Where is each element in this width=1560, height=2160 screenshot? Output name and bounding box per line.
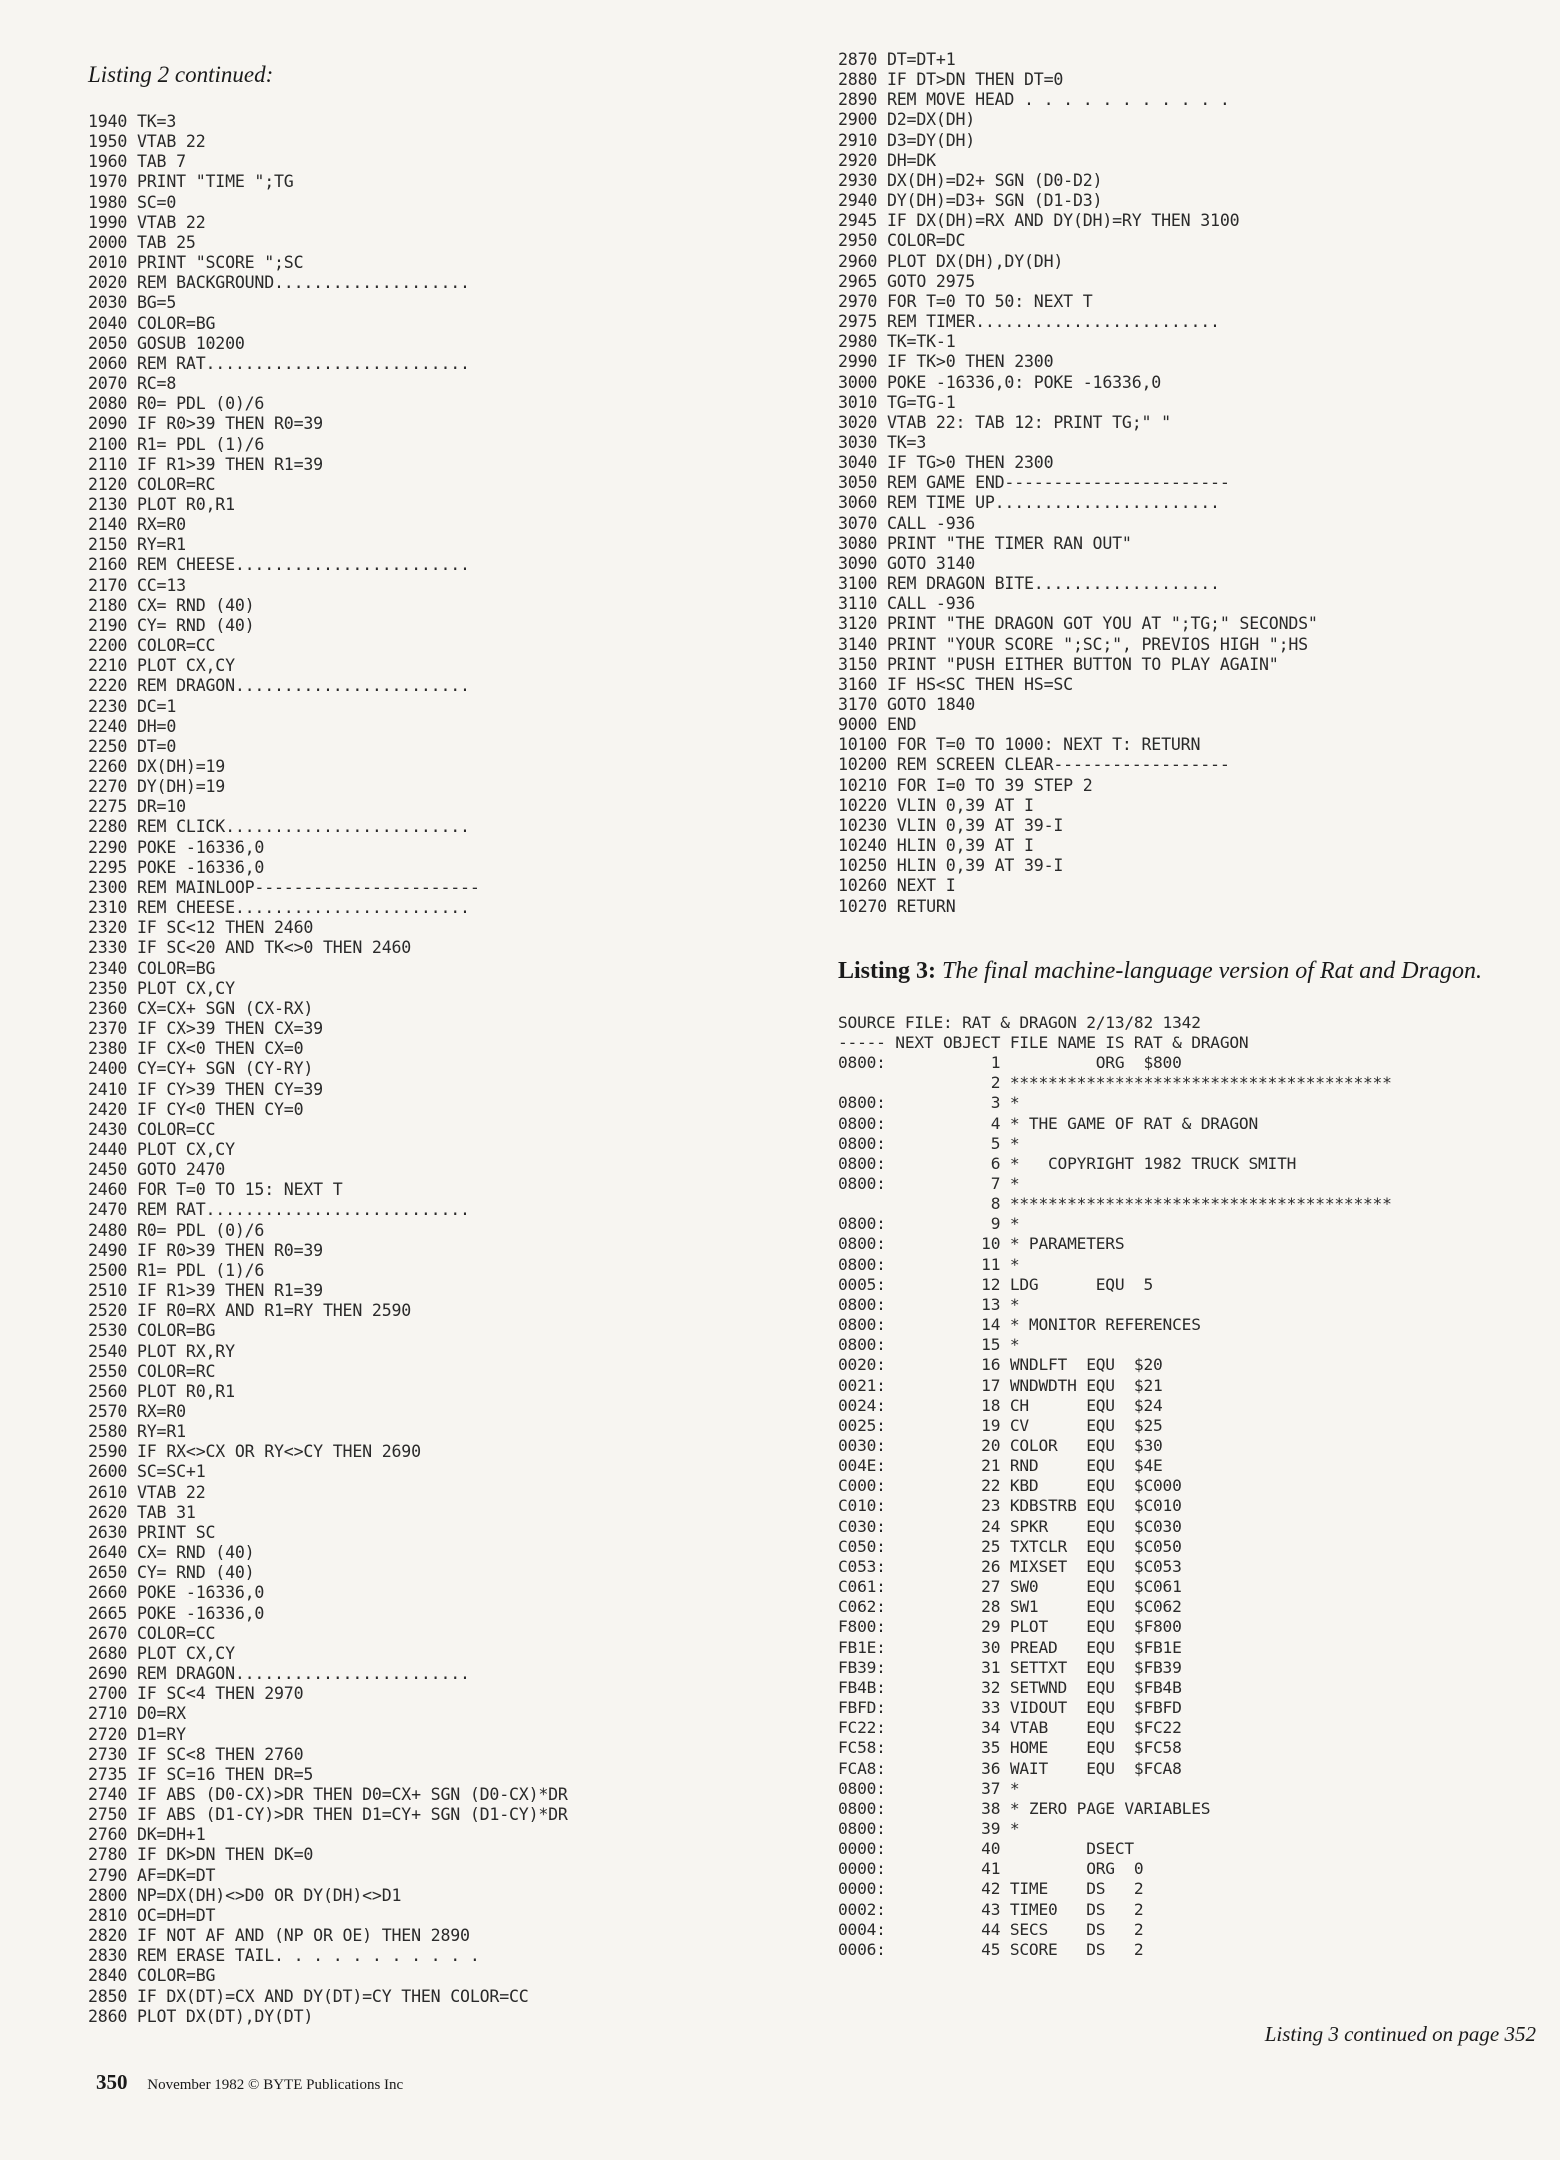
code-line: FB4B: 32 SETWND EQU $FB4B [838, 1677, 1182, 1697]
code-line: FB39: 31 SETTXT EQU $FB39 [838, 1657, 1182, 1677]
code-line: 2945 IF DX(DH)=RX AND DY(DH)=RY THEN 3100 [838, 211, 1240, 231]
code-line: 0800: 10 * PARAMETERS [838, 1234, 1125, 1254]
code-line: 2630 PRINT SC [88, 1522, 216, 1542]
code-line: 2080 R0= PDL (0)/6 [88, 394, 265, 414]
code-line: 2680 PLOT CX,CY [88, 1643, 235, 1663]
code-line: 3000 POKE -16336,0: POKE -16336,0 [838, 372, 1162, 392]
code-line: 2960 PLOT DX(DH),DY(DH) [838, 251, 1064, 271]
code-line: 0000: 40 DSECT [838, 1839, 1134, 1859]
code-line: 2310 REM CHEESE........................ [88, 898, 470, 918]
code-line: FC22: 34 VTAB EQU $FC22 [838, 1718, 1182, 1738]
code-line: 2600 SC=SC+1 [88, 1462, 206, 1482]
code-line: 2030 BG=5 [88, 293, 177, 313]
code-line: 0800: 4 * THE GAME OF RAT & DRAGON [838, 1113, 1259, 1133]
code-line: 2910 D3=DY(DH) [838, 130, 976, 150]
code-line: 2750 IF ABS (D1-CY)>DR THEN D1=CY+ SGN (D1-CY)*DR [88, 1805, 568, 1825]
code-line: 0800: 13 * [838, 1294, 1020, 1314]
code-line: 2590 IF RX<>CX OR RY<>CY THEN 2690 [88, 1442, 421, 1462]
code-line: 2790 AF=DK=DT [88, 1865, 216, 1885]
code-line: 1970 PRINT "TIME ";TG [88, 172, 294, 192]
code-line: 3170 GOTO 1840 [838, 695, 976, 714]
code-line: FCA8: 36 WAIT EQU $FCA8 [838, 1758, 1182, 1778]
code-line: 2275 DR=10 [88, 797, 186, 817]
code-line: 3010 TG=TG-1 [838, 392, 956, 412]
code-line: 2280 REM CLICK......................... [88, 817, 470, 837]
code-line: 0024: 18 CH EQU $24 [838, 1395, 1163, 1415]
code-line: 2160 REM CHEESE........................ [88, 555, 470, 575]
code-line: 2040 COLOR=BG [88, 313, 216, 333]
code-line: 3090 GOTO 3140 [838, 553, 976, 573]
code-line: 2870 DT=DT+1 [838, 50, 956, 69]
code-line: 2130 PLOT R0,R1 [88, 494, 235, 514]
code-line: 3120 PRINT "THE DRAGON GOT YOU AT ";TG;" SECONDS" [838, 614, 1318, 634]
code-line: 0005: 12 LDG EQU 5 [838, 1274, 1154, 1294]
listing3-caption [838, 955, 1533, 987]
code-line: 2820 IF NOT AF AND (NP OR OE) THEN 2890 [88, 1926, 470, 1946]
code-line: 2140 RX=R0 [88, 515, 186, 535]
code-line: 3050 REM GAME END----------------------- [838, 473, 1230, 493]
code-line: 2690 REM DRAGON........................ [88, 1664, 470, 1684]
code-line: 10260 NEXT I [838, 876, 956, 896]
code-line: 10270 RETURN [838, 896, 956, 916]
code-line: 1980 SC=0 [88, 192, 177, 212]
continued-note: Listing 3 continued on page 352 [1264, 2022, 1536, 2046]
code-line: 2000 TAB 25 [88, 232, 196, 252]
code-line: 2890 REM MOVE HEAD . . . . . . . . . . . [838, 90, 1230, 110]
code-line: 0800: 37 * [838, 1778, 1020, 1798]
code-line: C061: 27 SW0 EQU $C061 [838, 1577, 1182, 1597]
code-line: C053: 26 MIXSET EQU $C053 [838, 1556, 1182, 1576]
code-line: 2920 DH=DK [838, 150, 936, 170]
code-line: 0800: 38 * ZERO PAGE VARIABLES [838, 1798, 1211, 1818]
code-line: 10210 FOR I=0 TO 39 STEP 2 [838, 775, 1093, 795]
code-line: 0800: 9 * [838, 1214, 1020, 1234]
code-line: 2010 PRINT "SCORE ";SC [88, 253, 304, 273]
page-footer [96, 2070, 403, 2095]
code-line: 0800: 14 * MONITOR REFERENCES [838, 1315, 1201, 1335]
code-line: 2900 D2=DX(DH) [838, 110, 976, 130]
code-line: 2580 RY=R1 [88, 1422, 186, 1442]
code-line: 2450 GOTO 2470 [88, 1160, 226, 1180]
code-line: C030: 24 SPKR EQU $C030 [838, 1516, 1182, 1536]
code-line: 0800: 3 * [838, 1093, 1020, 1113]
code-line: 2510 IF R1>39 THEN R1=39 [88, 1281, 323, 1301]
code-line: 2965 GOTO 2975 [838, 271, 976, 291]
code-line: 2230 DC=1 [88, 696, 177, 716]
code-line: FB1E: 30 PREAD EQU $FB1E [838, 1637, 1182, 1657]
code-line: 2780 IF DK>DN THEN DK=0 [88, 1845, 314, 1865]
code-line: 2760 DK=DH+1 [88, 1825, 206, 1845]
code-line: 3040 IF TG>0 THEN 2300 [838, 453, 1054, 473]
code-line: C010: 23 KDBSTRB EQU $C010 [838, 1496, 1182, 1516]
code-line: 2460 FOR T=0 TO 15: NEXT T [88, 1180, 343, 1200]
code-line: 3020 VTAB 22: TAB 12: PRINT TG;" " [838, 412, 1171, 432]
code-line: 2290 POKE -16336,0 [88, 837, 265, 857]
code-line: 0800: 15 * [838, 1335, 1020, 1355]
code-line: 2570 RX=R0 [88, 1402, 186, 1421]
code-line: F800: 29 PLOT EQU $F800 [838, 1617, 1182, 1637]
listing3-label: Listing 3: [838, 957, 937, 984]
code-line: 3070 CALL -936 [838, 513, 976, 533]
code-line: 2975 REM TIMER......................... [838, 312, 1220, 332]
code-line: 2090 IF R0>39 THEN R0=39 [88, 414, 323, 434]
code-line: 2270 DY(DH)=19 [88, 777, 226, 797]
code-line: 0004: 44 SECS DS 2 [838, 1919, 1144, 1939]
code-line: 2700 IF SC<4 THEN 2970 [88, 1684, 304, 1704]
code-line: 2970 FOR T=0 TO 50: NEXT T [838, 291, 1093, 311]
code-line: 2650 CY= RND (40) [88, 1563, 255, 1583]
code-line: FC58: 35 HOME EQU $FC58 [838, 1738, 1182, 1758]
code-line: 2500 R1= PDL (1)/6 [88, 1260, 265, 1280]
listing2-code-continued [838, 50, 1538, 917]
code-line: 2950 COLOR=DC [838, 231, 966, 251]
code-line: 2660 POKE -16336,0 [88, 1583, 265, 1603]
code-line: 2560 PLOT R0,R1 [88, 1381, 235, 1401]
listing3-code [838, 1013, 1538, 1960]
code-line: C050: 25 TXTCLR EQU $C050 [838, 1536, 1182, 1556]
code-line: 1960 TAB 7 [88, 152, 186, 172]
code-line: 3080 PRINT "THE TIMER RAN OUT" [838, 533, 1132, 553]
code-line: 3060 REM TIME UP....................... [838, 493, 1220, 513]
code-line: 9000 END [838, 715, 917, 735]
footer-credit: November 1982 © BYTE Publications Inc [147, 2077, 404, 2093]
code-line: 2180 CX= RND (40) [88, 595, 255, 615]
code-line: 2520 IF R0=RX AND R1=RY THEN 2590 [88, 1301, 412, 1321]
code-line: 2990 IF TK>0 THEN 2300 [838, 352, 1054, 372]
code-line: 2410 IF CY>39 THEN CY=39 [88, 1079, 323, 1099]
code-line: 2430 COLOR=CC [88, 1119, 216, 1139]
code-line: 2800 NP=DX(DH)<>D0 OR DY(DH)<>D1 [88, 1885, 402, 1905]
code-line: 2710 D0=RX [88, 1704, 186, 1724]
code-line: 0800: 39 * [838, 1818, 1020, 1838]
code-line: 2110 IF R1>39 THEN R1=39 [88, 454, 323, 474]
code-line: 2640 CX= RND (40) [88, 1543, 255, 1563]
code-line: 2670 COLOR=CC [88, 1623, 216, 1643]
code-line: 2330 IF SC<20 AND TK<>0 THEN 2460 [88, 938, 412, 958]
code-line: 3110 CALL -936 [838, 594, 976, 614]
code-line: 2470 REM RAT........................... [88, 1200, 470, 1220]
listing2-code [88, 112, 808, 2027]
code-line: 2170 CC=13 [88, 575, 186, 595]
code-line: 0000: 41 ORG 0 [838, 1859, 1144, 1879]
code-line: 2340 COLOR=BG [88, 958, 216, 978]
code-line: ----- NEXT OBJECT FILE NAME IS RAT & DRAGON [838, 1032, 1249, 1052]
code-line: 3100 REM DRAGON BITE................... [838, 574, 1220, 594]
code-line: 3030 TK=3 [838, 432, 927, 452]
code-line: 2940 DY(DH)=D3+ SGN (D1-D3) [838, 191, 1103, 211]
code-line: 10100 FOR T=0 TO 1000: NEXT T: RETURN [838, 735, 1201, 755]
code-line: 2730 IF SC<8 THEN 2760 [88, 1744, 304, 1764]
code-line: 2050 GOSUB 10200 [88, 333, 245, 353]
code-line: 2200 COLOR=CC [88, 636, 216, 656]
code-line: 0000: 42 TIME DS 2 [838, 1879, 1144, 1899]
code-line: 2300 REM MAINLOOP----------------------- [88, 877, 480, 897]
code-line: 0025: 19 CV EQU $25 [838, 1415, 1163, 1435]
code-line: 2400 CY=CY+ SGN (CY-RY) [88, 1059, 314, 1079]
code-line: C062: 28 SW1 EQU $C062 [838, 1597, 1182, 1617]
code-line: 2380 IF CX<0 THEN CX=0 [88, 1039, 304, 1059]
code-line: 0030: 20 COLOR EQU $30 [838, 1436, 1163, 1455]
code-line: 10220 VLIN 0,39 AT I [838, 795, 1034, 815]
code-line: 2840 COLOR=BG [88, 1966, 216, 1986]
code-line: 10250 HLIN 0,39 AT 39-I [838, 856, 1064, 876]
code-line: 2930 DX(DH)=D2+ SGN (D0-D2) [838, 170, 1103, 190]
code-line: 2370 IF CX>39 THEN CX=39 [88, 1019, 323, 1039]
code-line: 1940 TK=3 [88, 112, 177, 131]
code-line: 0800: 11 * [838, 1254, 1020, 1274]
code-line: 2060 REM RAT........................... [88, 353, 470, 373]
code-line: 1990 VTAB 22 [88, 212, 206, 232]
code-line: 2440 PLOT CX,CY [88, 1139, 235, 1159]
code-line: 0800: 5 * [838, 1133, 1020, 1153]
code-line: C000: 22 KBD EQU $C000 [838, 1476, 1182, 1496]
code-line: 2480 R0= PDL (0)/6 [88, 1220, 265, 1240]
left-column [88, 62, 808, 2027]
code-line: 0002: 43 TIME0 DS 2 [838, 1899, 1144, 1919]
code-line: 2850 IF DX(DT)=CX AND DY(DT)=CY THEN COLOR=CC [88, 1986, 529, 2006]
code-line: 2220 REM DRAGON........................ [88, 676, 470, 696]
code-line: SOURCE FILE: RAT & DRAGON 2/13/82 1342 [838, 1012, 1201, 1032]
code-line: 2860 PLOT DX(DT),DY(DT) [88, 2006, 314, 2026]
page-number: 350 [96, 2070, 128, 2094]
code-line: 2620 TAB 31 [88, 1502, 196, 1522]
code-line: 3150 PRINT "PUSH EITHER BUTTON TO PLAY AGAIN" [838, 654, 1279, 674]
right-column [838, 50, 1538, 1960]
code-line: 10240 HLIN 0,39 AT I [838, 836, 1034, 856]
code-line: 2420 IF CY<0 THEN CY=0 [88, 1099, 304, 1119]
code-line: 2020 REM BACKGROUND.................... [88, 273, 470, 293]
code-line: 2295 POKE -16336,0 [88, 857, 265, 877]
code-line: 0021: 17 WNDWDTH EQU $21 [838, 1375, 1163, 1395]
code-line: 2550 COLOR=RC [88, 1361, 216, 1381]
code-line: 2120 COLOR=RC [88, 474, 216, 494]
code-line: 1950 VTAB 22 [88, 132, 206, 152]
code-line: 2190 CY= RND (40) [88, 615, 255, 635]
code-line: 2260 DX(DH)=19 [88, 757, 226, 776]
code-line: 2210 PLOT CX,CY [88, 656, 235, 676]
code-line: 2100 R1= PDL (1)/6 [88, 434, 265, 454]
code-line: 2240 DH=0 [88, 716, 177, 736]
code-line: 3140 PRINT "YOUR SCORE ";SC;", PREVIOS HIGH ";HS [838, 634, 1308, 654]
code-line: 2665 POKE -16336,0 [88, 1603, 265, 1623]
listing3-description: The final machine-language version of Rat and Dragon. [942, 957, 1482, 984]
code-line: 2320 IF SC<12 THEN 2460 [88, 918, 314, 938]
code-line: 2540 PLOT RX,RY [88, 1341, 235, 1361]
code-line: 2490 IF R0>39 THEN R0=39 [88, 1240, 323, 1260]
code-line: 2150 RY=R1 [88, 535, 186, 555]
code-line: 10230 VLIN 0,39 AT 39-I [838, 815, 1064, 835]
code-line: 2610 VTAB 22 [88, 1482, 206, 1502]
code-line: 10200 REM SCREEN CLEAR------------------ [838, 755, 1230, 775]
code-line: 0006: 45 SCORE DS 2 [838, 1939, 1144, 1959]
code-line: 2350 PLOT CX,CY [88, 978, 235, 998]
code-line: 0020: 16 WNDLFT EQU $20 [838, 1355, 1163, 1375]
code-line: 0800: 7 * [838, 1173, 1020, 1193]
code-line: 2740 IF ABS (D0-CX)>DR THEN D0=CX+ SGN (D0-CX)*DR [88, 1784, 568, 1804]
code-line: 2 **************************************** [838, 1073, 1392, 1093]
code-line: 0800: 6 * COPYRIGHT 1982 TRUCK SMITH [838, 1153, 1297, 1173]
code-line: 0800: 1 ORG $800 [838, 1053, 1182, 1073]
code-line: FBFD: 33 VIDOUT EQU $FBFD [838, 1698, 1182, 1718]
listing2-caption: Listing 2 continued: [88, 62, 274, 87]
code-line: 2720 D1=RY [88, 1724, 186, 1744]
code-line: 3160 IF HS<SC THEN HS=SC [838, 674, 1073, 694]
code-line: 2810 OC=DH=DT [88, 1905, 216, 1925]
code-line: 2070 RC=8 [88, 374, 177, 394]
code-line: 2250 DT=0 [88, 736, 177, 756]
code-line: 2880 IF DT>DN THEN DT=0 [838, 70, 1064, 90]
code-line: 2830 REM ERASE TAIL. . . . . . . . . . . [88, 1946, 480, 1966]
code-line: 004E: 21 RND EQU $4E [838, 1456, 1163, 1476]
code-line: 8 **************************************** [838, 1194, 1392, 1214]
code-line: 2980 TK=TK-1 [838, 332, 956, 352]
code-line: 2735 IF SC=16 THEN DR=5 [88, 1764, 314, 1784]
code-line: 2360 CX=CX+ SGN (CX-RX) [88, 998, 314, 1018]
code-line: 2530 COLOR=BG [88, 1321, 216, 1341]
